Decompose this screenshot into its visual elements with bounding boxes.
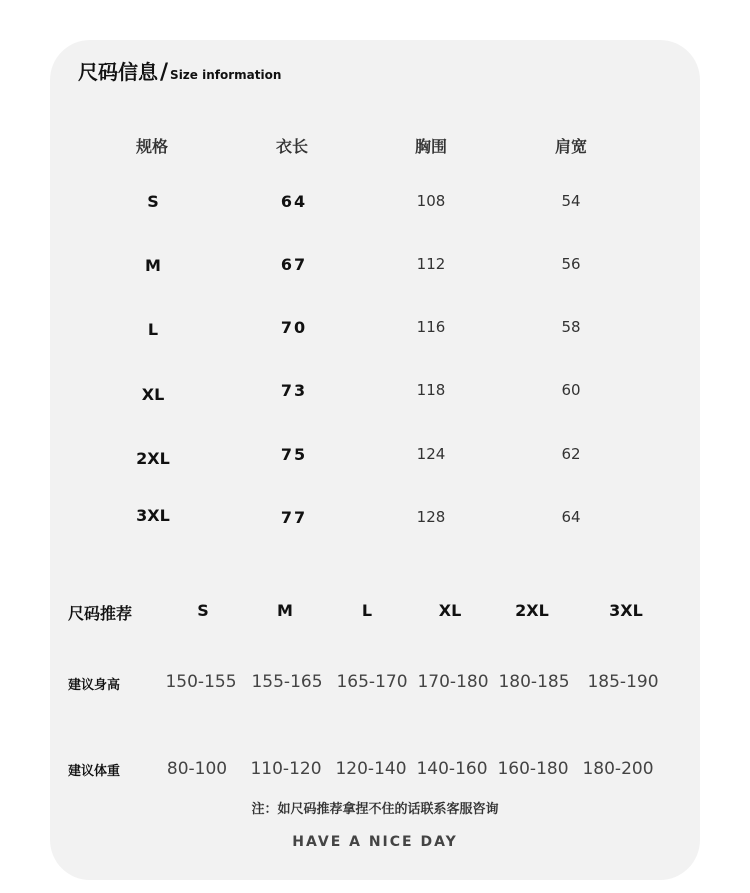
row-size: S xyxy=(147,192,159,211)
page-title xyxy=(78,56,281,85)
recommend-size: L xyxy=(361,601,373,620)
recommend-label: 尺码推荐 xyxy=(68,604,133,623)
row-size: 2XL xyxy=(136,449,170,468)
height-value: 165-170 xyxy=(336,672,408,692)
title-slash: / xyxy=(160,60,169,85)
height-value: 155-165 xyxy=(251,672,323,692)
footer-text: HAVE A NICE DAY xyxy=(292,834,458,850)
weight-value: 140-160 xyxy=(416,759,488,779)
weight-value: 120-140 xyxy=(335,759,407,779)
header-spec: 规格 xyxy=(135,137,169,156)
row-size: 3XL xyxy=(136,506,170,525)
recommend-size: 2XL xyxy=(515,601,549,620)
title-cn: 尺码信息 xyxy=(78,60,158,84)
header-shoulder: 肩宽 xyxy=(554,137,588,156)
row-length: 77 xyxy=(280,508,308,527)
note-text: 注：如尺码推荐拿捏不住的话联系客服咨询 xyxy=(251,802,499,817)
row-length: 73 xyxy=(280,381,308,400)
weight-label: 建议体重 xyxy=(68,764,121,779)
height-label: 建议身高 xyxy=(68,678,121,693)
row-shoulder: 54 xyxy=(561,192,581,210)
row-shoulder: 62 xyxy=(561,445,581,463)
row-length: 75 xyxy=(280,445,308,464)
row-size: XL xyxy=(141,385,165,404)
recommend-size: M xyxy=(277,601,293,620)
row-chest: 128 xyxy=(416,508,446,526)
recommend-size: 3XL xyxy=(609,601,643,620)
row-length: 70 xyxy=(280,318,308,337)
header-length: 衣长 xyxy=(275,137,309,156)
row-chest: 108 xyxy=(416,192,446,210)
row-chest: 112 xyxy=(416,255,446,273)
recommend-size: S xyxy=(197,601,209,620)
weight-value: 80-100 xyxy=(166,759,228,779)
row-shoulder: 64 xyxy=(561,508,581,526)
header-chest: 胸围 xyxy=(414,137,448,156)
row-size: L xyxy=(147,320,159,339)
recommend-size: XL xyxy=(438,601,462,620)
height-value: 150-155 xyxy=(165,672,237,692)
row-length: 64 xyxy=(280,192,308,211)
row-shoulder: 60 xyxy=(561,381,581,399)
row-chest: 118 xyxy=(416,381,446,399)
row-shoulder: 56 xyxy=(561,255,581,273)
height-value: 185-190 xyxy=(587,672,659,692)
row-chest: 116 xyxy=(416,318,446,336)
row-length: 67 xyxy=(280,255,308,274)
title-en: Size information xyxy=(170,68,282,82)
row-shoulder: 58 xyxy=(561,318,581,336)
row-chest: 124 xyxy=(416,445,446,463)
weight-value: 110-120 xyxy=(250,759,322,779)
height-value: 170-180 xyxy=(417,672,489,692)
weight-value: 160-180 xyxy=(497,759,569,779)
row-size: M xyxy=(145,256,161,275)
height-value: 180-185 xyxy=(498,672,570,692)
weight-value: 180-200 xyxy=(582,759,654,779)
